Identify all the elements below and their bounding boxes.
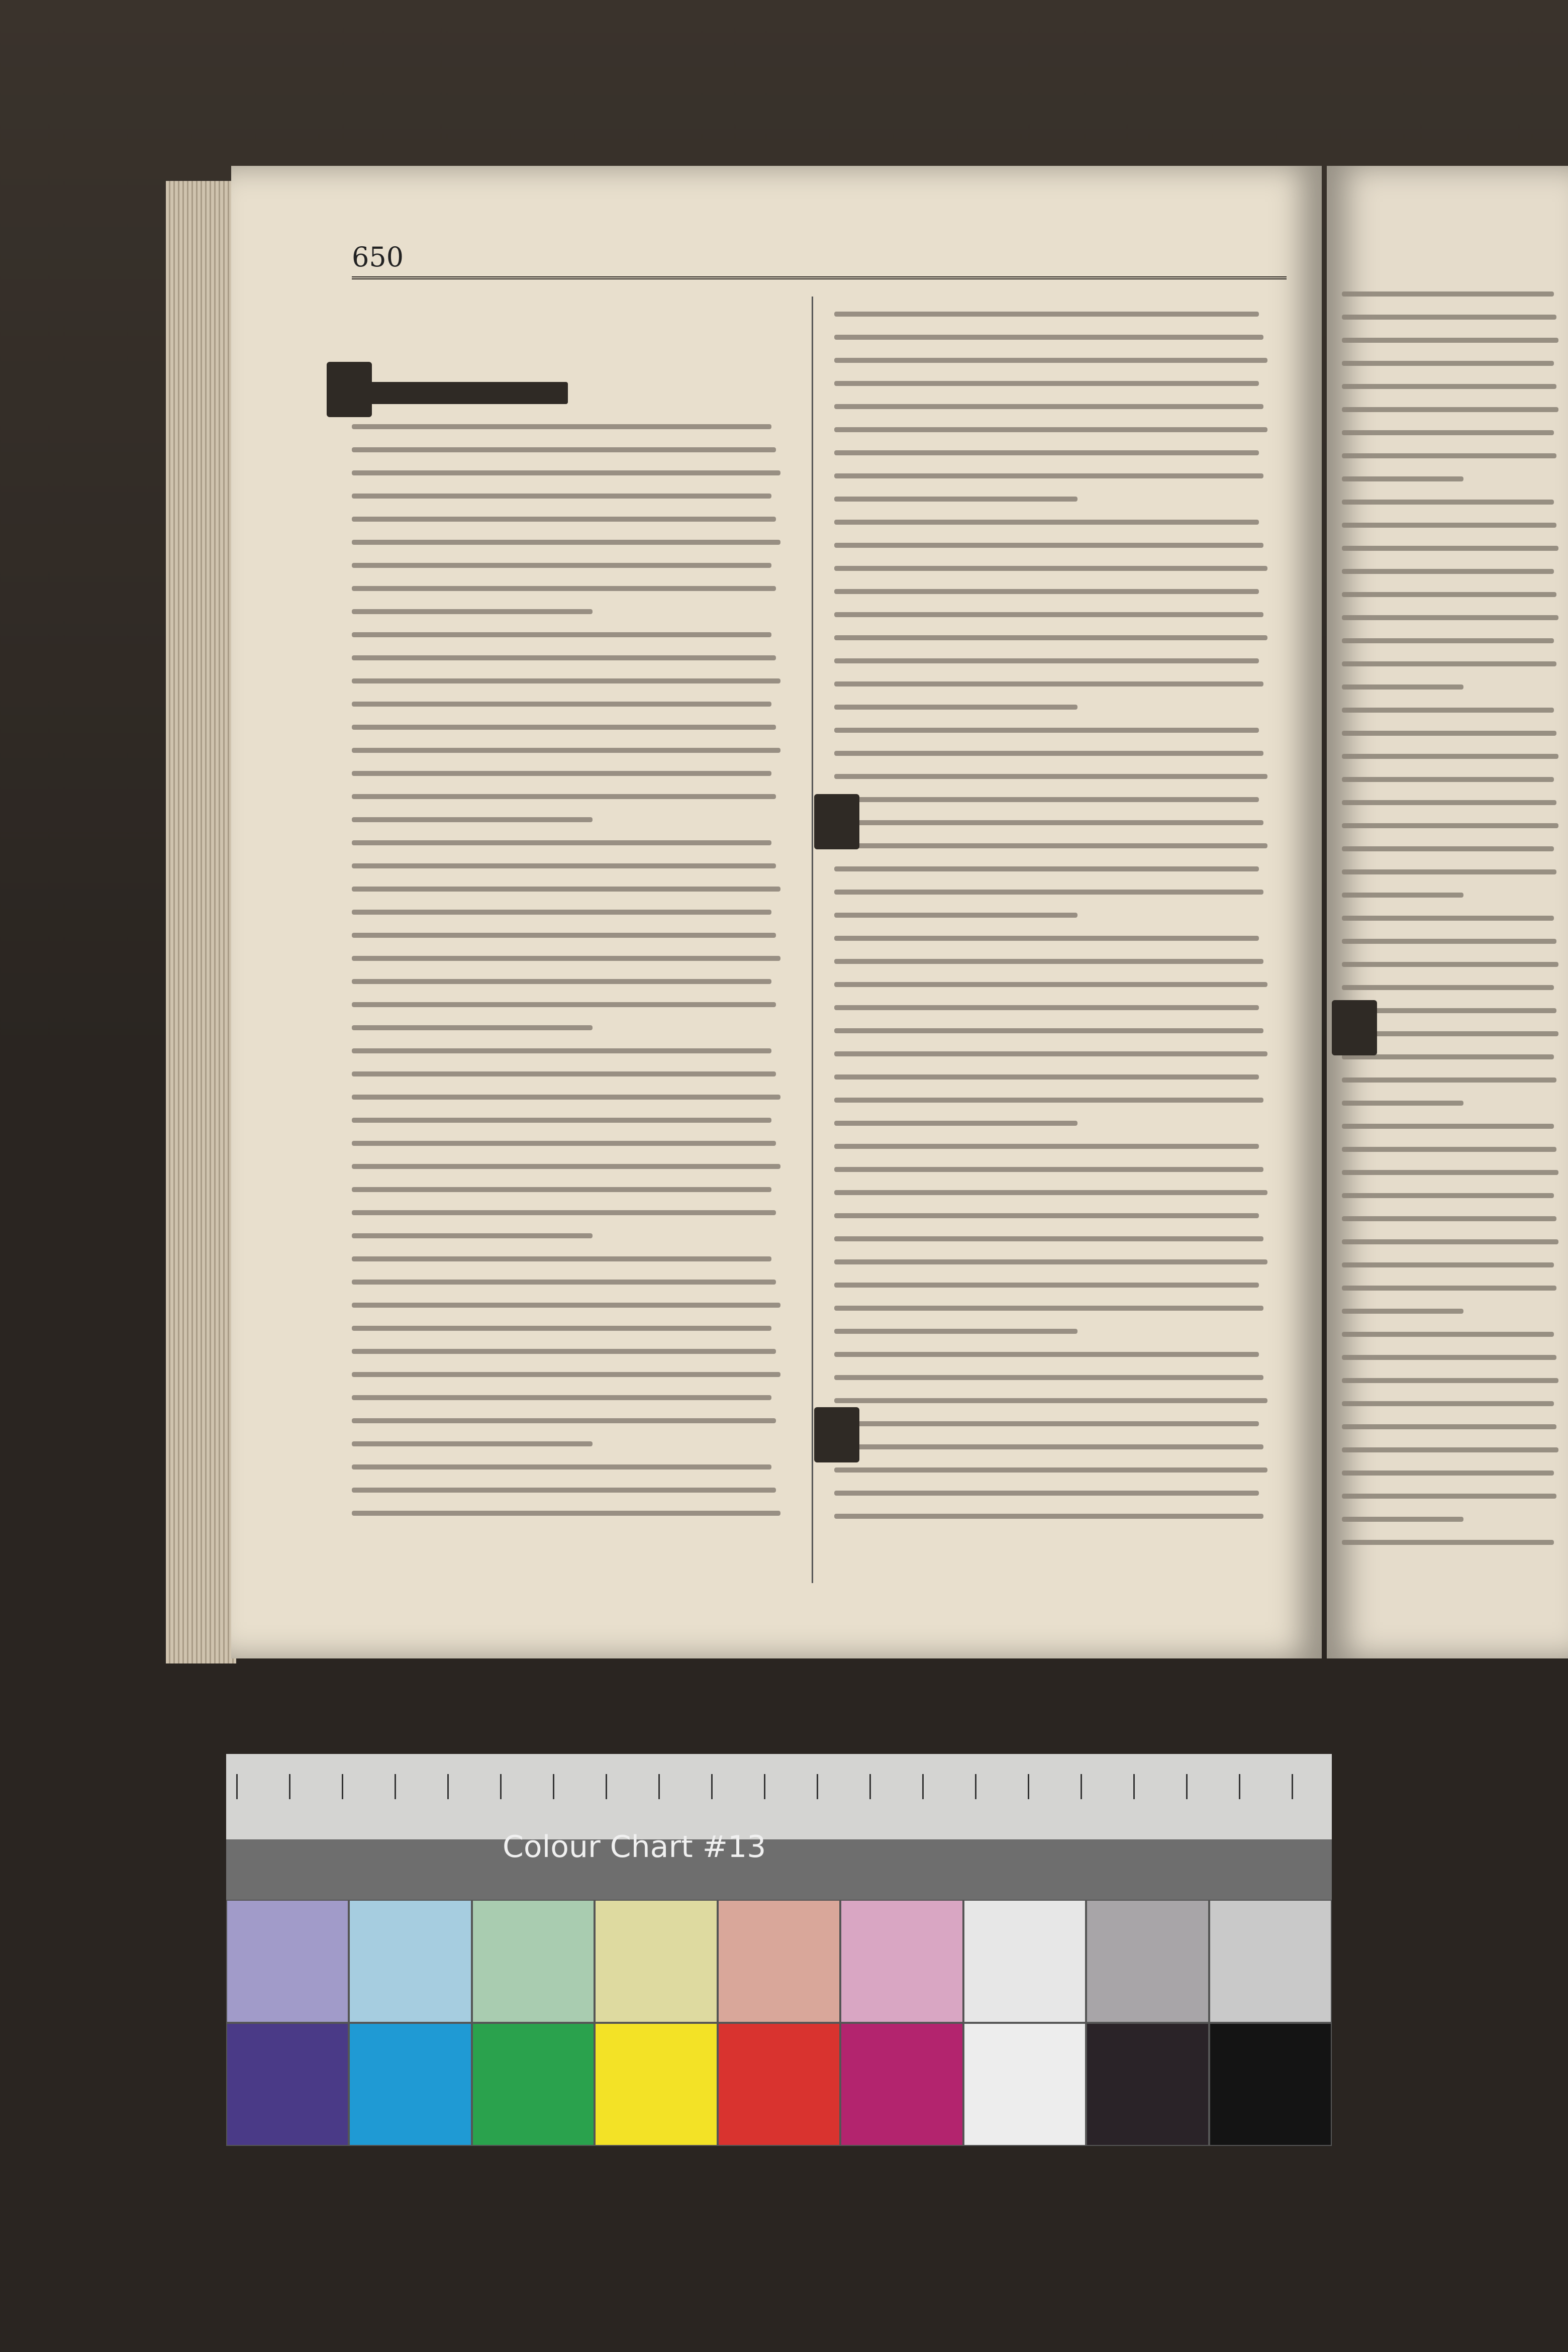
text-line [352, 655, 776, 660]
text-line [834, 381, 1259, 386]
text-line [352, 1187, 771, 1192]
text-line [834, 1028, 1263, 1033]
text-line [834, 1375, 1263, 1380]
text-line [1342, 476, 1463, 481]
text-line [834, 612, 1263, 617]
text-line [1342, 1540, 1554, 1545]
text-line [352, 1071, 776, 1076]
text-line [1342, 869, 1556, 874]
text-line [834, 751, 1263, 756]
text-line [352, 910, 771, 915]
text-line [1342, 684, 1463, 690]
color-swatch [840, 1900, 963, 2023]
text-line [834, 1421, 1259, 1426]
text-line [352, 1233, 593, 1238]
text-line [834, 1213, 1259, 1218]
text-line [834, 543, 1263, 548]
text-line [1342, 661, 1556, 666]
text-line [834, 913, 1077, 918]
text-line [1342, 846, 1554, 851]
text-line [352, 1349, 776, 1354]
text-line [1342, 638, 1554, 643]
left-column-text [352, 382, 789, 1534]
text-line [352, 1441, 593, 1446]
text-line [1342, 1447, 1558, 1452]
text-line [834, 1514, 1263, 1519]
text-line [352, 1164, 780, 1169]
color-swatch [1086, 1900, 1209, 2023]
text-line [834, 1467, 1267, 1473]
text-line [352, 748, 780, 753]
text-line [1342, 384, 1556, 389]
text-line [352, 840, 771, 845]
text-line [834, 566, 1267, 571]
text-line [1342, 1378, 1558, 1383]
color-swatch [718, 2023, 840, 2146]
text-line [1342, 777, 1554, 782]
text-line [834, 658, 1259, 663]
text-line [834, 1005, 1259, 1010]
text-line [352, 586, 776, 591]
text-line [352, 1002, 776, 1007]
text-line [1342, 893, 1463, 898]
text-line [352, 1280, 776, 1285]
text-line [352, 517, 776, 522]
text-line [834, 1190, 1267, 1195]
ruler-ticks [236, 1774, 1317, 1799]
text-line [1342, 962, 1558, 967]
text-line [834, 1352, 1259, 1357]
text-line [352, 1395, 771, 1400]
text-line [1342, 615, 1558, 620]
text-line [1342, 1401, 1554, 1406]
text-line [352, 470, 780, 475]
text-line [352, 863, 776, 868]
text-line [834, 312, 1259, 317]
text-line [834, 1098, 1263, 1103]
text-line [352, 424, 771, 429]
color-swatch [595, 1900, 717, 2023]
text-line [352, 887, 780, 892]
text-line [834, 1121, 1077, 1126]
color-swatch [1209, 2023, 1332, 2146]
text-line [834, 335, 1263, 340]
color-swatch [1209, 1900, 1332, 2023]
text-line [834, 1167, 1263, 1172]
text-line [352, 1095, 780, 1100]
text-line [834, 450, 1259, 455]
text-line [352, 956, 780, 961]
text-line [1342, 1471, 1554, 1476]
text-line [834, 1074, 1259, 1080]
text-line [352, 1372, 780, 1377]
text-line [352, 447, 776, 452]
text-line [1342, 1077, 1556, 1083]
text-line [1342, 453, 1556, 458]
text-line [834, 358, 1267, 363]
column-rule [812, 297, 813, 1583]
text-line [352, 1303, 780, 1308]
page-stack-edge [166, 181, 236, 1663]
drop-cap [1332, 1000, 1377, 1055]
text-line [352, 1210, 776, 1215]
text-line [1342, 291, 1554, 297]
section-heading [352, 382, 568, 404]
text-line [352, 1048, 771, 1053]
text-line [1342, 407, 1558, 412]
color-swatch [963, 2023, 1086, 2146]
text-line [834, 1144, 1259, 1149]
text-line [1342, 985, 1554, 990]
text-line [834, 427, 1267, 432]
text-line [1342, 1494, 1556, 1499]
text-line [834, 890, 1263, 895]
text-line [352, 1464, 771, 1469]
text-line [834, 589, 1259, 594]
text-line [1342, 1262, 1554, 1267]
text-line [1342, 315, 1556, 320]
text-line [352, 540, 780, 545]
text-line [834, 681, 1263, 687]
text-line [1342, 430, 1554, 435]
text-line [834, 497, 1077, 502]
text-line [1342, 1355, 1556, 1360]
text-line [352, 678, 780, 683]
text-line [1342, 939, 1556, 944]
text-line [1342, 1193, 1554, 1198]
text-line [834, 936, 1259, 941]
text-line [352, 725, 776, 730]
text-line [834, 959, 1263, 964]
text-line [834, 774, 1267, 779]
color-swatch [595, 2023, 717, 2146]
text-line [834, 1329, 1077, 1334]
text-line [352, 1118, 771, 1123]
text-line [1342, 546, 1558, 551]
text-line [834, 473, 1263, 478]
color-swatch [349, 1900, 471, 2023]
text-line [1342, 1147, 1556, 1152]
drop-cap [327, 362, 372, 417]
page-number: 650 [352, 241, 404, 273]
text-line [1342, 823, 1558, 828]
text-line [352, 817, 593, 822]
text-line [834, 520, 1259, 525]
color-swatch [472, 2023, 595, 2146]
text-line [834, 866, 1259, 871]
color-swatch [963, 1900, 1086, 2023]
text-line [834, 1236, 1263, 1241]
text-line [1342, 1170, 1558, 1175]
page-header [352, 236, 1287, 279]
text-line [352, 563, 771, 568]
text-line [834, 1283, 1259, 1288]
text-line [352, 702, 771, 707]
text-line [834, 1259, 1267, 1264]
text-line [1342, 338, 1558, 343]
text-line [834, 820, 1263, 825]
color-swatch [1086, 2023, 1209, 2146]
color-swatch [718, 1900, 840, 2023]
text-line [1342, 569, 1554, 574]
text-line [352, 794, 776, 799]
text-line [1342, 1332, 1554, 1337]
text-line [352, 933, 776, 938]
text-line [352, 1326, 771, 1331]
text-line [1342, 1124, 1554, 1129]
text-line [1342, 523, 1556, 528]
text-line [1342, 1216, 1556, 1221]
text-line [352, 1511, 780, 1516]
drop-cap [814, 1407, 859, 1462]
color-swatch [226, 2023, 349, 2146]
text-line [352, 979, 771, 984]
text-line [834, 635, 1267, 640]
text-line [834, 1491, 1259, 1496]
text-line [352, 1256, 771, 1261]
text-line [1342, 1424, 1556, 1429]
text-line [834, 705, 1077, 710]
text-line [1342, 916, 1554, 921]
text-line [834, 1306, 1263, 1311]
text-line [1342, 592, 1556, 597]
text-line [1342, 800, 1556, 805]
color-swatch [226, 1900, 349, 2023]
text-line [834, 982, 1267, 987]
text-line [834, 728, 1259, 733]
text-line [1342, 1286, 1556, 1291]
text-line [1342, 708, 1554, 713]
text-line [834, 797, 1259, 802]
text-line [1342, 1517, 1463, 1522]
middle-column-text [834, 312, 1277, 1537]
text-line [352, 771, 771, 776]
color-card-title: Colour Chart #13 [503, 1829, 766, 1865]
text-line [352, 1141, 776, 1146]
text-line [834, 1444, 1263, 1449]
text-line [834, 1398, 1267, 1403]
text-line [1342, 500, 1554, 505]
color-swatch [840, 2023, 963, 2146]
text-line [1342, 1239, 1558, 1244]
text-line [1342, 754, 1558, 759]
text-line [1342, 731, 1556, 736]
text-line [352, 494, 771, 499]
text-line [352, 632, 771, 637]
text-line [1342, 1309, 1463, 1314]
text-line [834, 404, 1263, 409]
text-line [1342, 361, 1554, 366]
color-swatch [349, 2023, 471, 2146]
color-swatch [472, 1900, 595, 2023]
text-line [834, 1051, 1267, 1056]
text-line [352, 1418, 776, 1423]
measurement-ruler [226, 1754, 1332, 1839]
right-page-text [1342, 291, 1563, 1563]
text-line [352, 1025, 593, 1030]
text-line [352, 1488, 776, 1493]
text-line [352, 609, 593, 614]
drop-cap [814, 794, 859, 849]
text-line [834, 843, 1267, 848]
swatch-grid [226, 1900, 1332, 2146]
text-line [1342, 1101, 1463, 1106]
